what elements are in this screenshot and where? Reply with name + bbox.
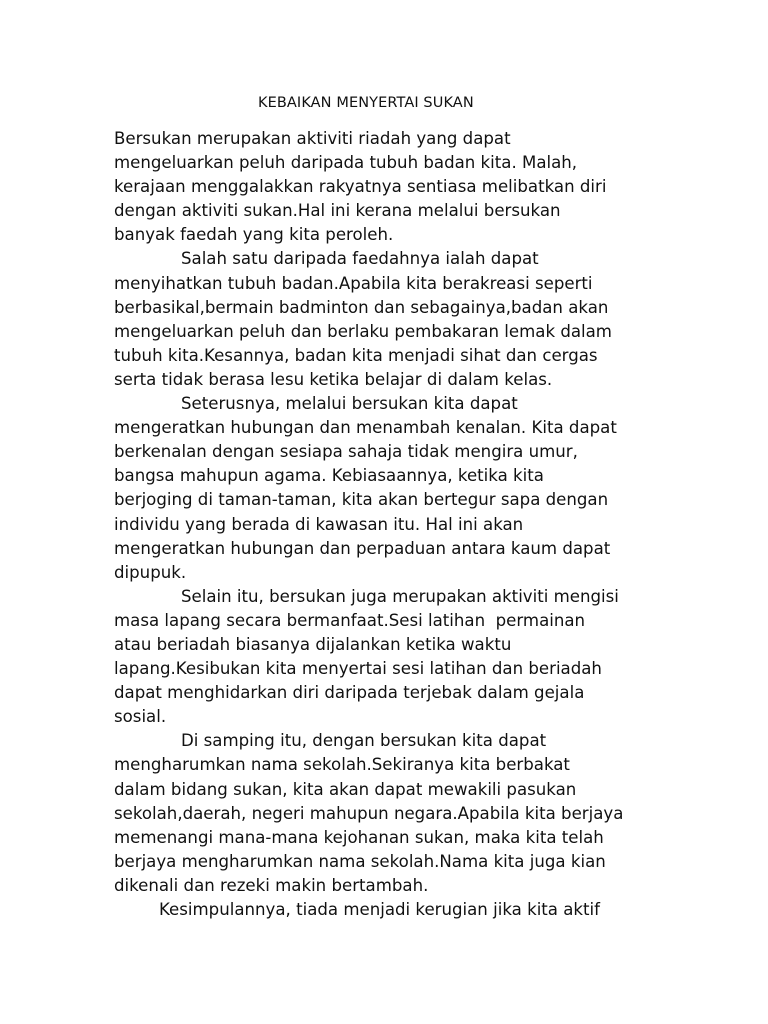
text-line: berbasikal,bermain badminton dan sebagainya,badan akan (114, 297, 609, 317)
text-line: mengeratkan hubungan dan menambah kenalan. Kita dapat (114, 418, 617, 438)
text-line: individu yang berada di kawasan itu. Hal ini akan (114, 514, 524, 534)
text-line: mengeratkan hubungan dan perpaduan antara kaum dapat (114, 538, 611, 558)
text-line: dapat menghidarkan diri daripada terjebak dalam gejala (114, 683, 585, 703)
text-line: Bersukan merupakan aktiviti riadah yang dapat (114, 129, 511, 148)
paragraph-start-line: Di samping itu, dengan bersukan kita dapat (181, 731, 547, 751)
document-body (114, 127, 674, 922)
text-line: lapang.Kesibukan kita menyertai sesi latihan dan beriadah (114, 659, 602, 679)
text-line: berjaya mengharumkan nama sekolah.Nama kita juga kian (114, 851, 606, 871)
text-line: atau beriadah biasanya dijalankan ketika waktu (114, 634, 512, 654)
document-title: KEBAIKAN MENYERTAI SUKAN (258, 95, 474, 111)
text-line: memenangi mana-mana kejohanan sukan, maka kita telah (114, 827, 604, 847)
text-line: dengan aktiviti sukan.Hal ini kerana melalui bersukan (114, 201, 561, 221)
text-line: tubuh kita.Kesannya, badan kita menjadi sihat dan cergas (114, 345, 598, 365)
text-line: sosial. (114, 707, 167, 727)
text-line: berjoging di taman-taman, kita akan bertegur sapa dengan (114, 490, 609, 510)
text-line: berkenalan dengan sesiapa sahaja tidak mengira umur, (114, 442, 578, 462)
text-line: dikenali dan rezeki makin bertambah. (114, 875, 429, 895)
text-line: masa lapang secara bermanfaat.Sesi latihan permainan (114, 610, 586, 630)
text-line: banyak faedah yang kita peroleh. (114, 225, 394, 245)
text-line: bangsa mahupun agama. Kebiasaannya, ketika kita (114, 466, 544, 486)
text-line: mengeluarkan peluh daripada tubuh badan kita. Malah, (114, 153, 578, 173)
text-line: menyihatkan tubuh badan.Apabila kita berakreasi seperti (114, 273, 593, 293)
paragraph-start-line: Kesimpulannya, tiada menjadi kerugian jika kita aktif (159, 900, 600, 919)
text-line: dalam bidang sukan, kita akan dapat mewakili pasukan (114, 779, 577, 799)
paragraph-start-line: Seterusnya, melalui bersukan kita dapat (181, 394, 518, 414)
text-line: dipupuk. (114, 562, 187, 582)
paragraph-start-line: Selain itu, bersukan juga merupakan aktiviti mengisi (181, 586, 619, 606)
text-line: serta tidak berasa lesu ketika belajar di dalam kelas. (114, 369, 553, 389)
text-line: mengharumkan nama sekolah.Sekiranya kita berbakat (114, 755, 570, 775)
paragraph-start-line: Salah satu daripada faedahnya ialah dapat (181, 249, 539, 269)
text-line: sekolah,daerah, negeri mahupun negara.Apabila kita berjaya (114, 803, 624, 823)
text-line: kerajaan menggalakkan rakyatnya sentiasa melibatkan diri (114, 177, 607, 197)
text-line: mengeluarkan peluh dan berlaku pembakaran lemak dalam (114, 321, 612, 341)
